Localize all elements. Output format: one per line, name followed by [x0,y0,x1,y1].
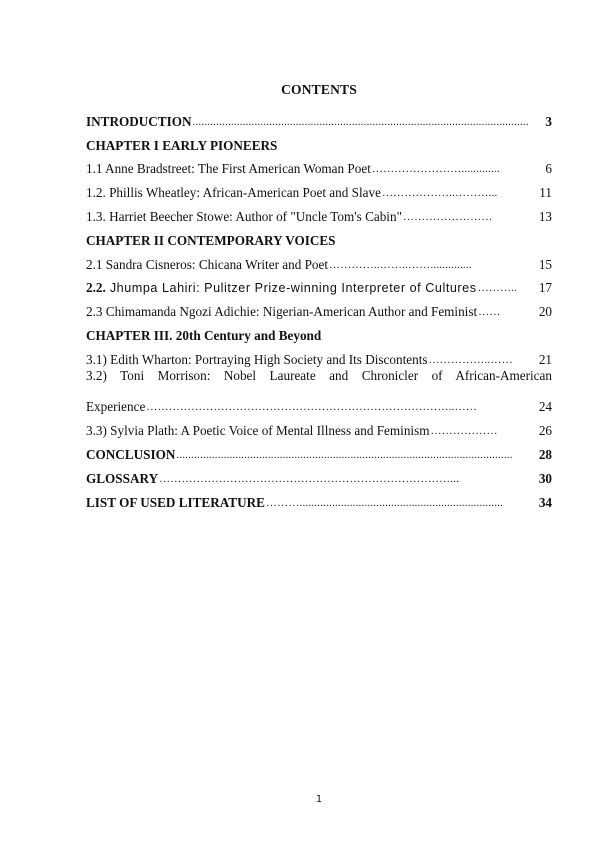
toc-page-number: 24 [538,399,552,415]
toc-entry-label: INTRODUCTION [86,113,192,129]
toc-leader-dots: ………………………………………………………………………..…… [146,401,478,414]
toc-title: CONTENTS [281,82,357,97]
toc-entry-1-1[interactable] [86,154,552,178]
toc-entry-label: GLOSSARY [86,470,159,486]
toc-entry-label: CHAPTER II CONTEMPORARY VOICES [86,232,336,248]
toc-entry-label: CHAPTER I EARLY PIONEERS [86,137,278,153]
toc-page-number: 17 [538,280,552,296]
toc-entry-1-2[interactable] [86,177,552,201]
toc-entry-2-1[interactable] [86,249,552,273]
toc-entry-3-2-line-2[interactable] [86,392,552,416]
toc-entry-label: 3.1) Edith Wharton: Portraying High Society and Its Discontents [86,351,428,367]
toc-page-number: 3 [545,113,552,129]
toc-leader-dots: ………………..………... [381,187,498,200]
toc-leader-dots: ……….. [477,282,518,295]
toc-leader-dots: ……………………............. [371,163,500,176]
toc-chapter-heading-2[interactable] [86,225,552,249]
table-of-contents [86,106,552,511]
toc-entry-label [86,280,477,296]
toc-page-number: 15 [538,256,552,272]
toc-chapter-heading-3[interactable] [86,320,552,344]
toc-page-number: 20 [538,304,552,320]
toc-entry-2-2[interactable] [86,273,552,297]
toc-page-number: 26 [538,423,552,439]
toc-page-number: 11 [539,185,552,201]
toc-page-number: 30 [538,470,552,486]
toc-leader-dots: ………..................................................................... [265,496,504,509]
toc-entry-literature[interactable] [86,487,552,511]
toc-entry-label: 1.3. Harriet Beecher Stowe: Author of "Uncle Tom's Cabin" [86,208,402,224]
toc-entry-3-1[interactable] [86,344,552,368]
toc-entry-1-3[interactable] [86,201,552,225]
toc-entry-label: CHAPTER III. 20th Century and Beyond [86,327,322,343]
toc-entry-2-3[interactable] [86,296,552,320]
toc-entry-introduction[interactable] [86,106,552,130]
toc-leader-dots: .................................................................................................................. [192,115,529,128]
toc-entry-label: CONCLUSION [86,446,176,462]
toc-page-number: 28 [538,446,552,462]
toc-entry-label: 2.3 Chimamanda Ngozi Adichie: Nigerian-American Author and Feminist [86,304,478,320]
toc-leader-dots: …………..……..…….............. [329,258,472,271]
toc-leader-dots: ……………..…… [428,353,513,366]
toc-page-number: 6 [545,161,552,177]
toc-entry-3-2-line-1[interactable] [86,368,552,392]
toc-entry-conclusion[interactable] [86,439,552,463]
toc-entry-label: 3.2) Toni Morrison: Nobel Laureate and Chronicler of African-American [86,367,552,383]
toc-chapter-heading-1[interactable] [86,130,552,154]
toc-entry-label: 1.1 Anne Bradstreet: The First American Woman Poet [86,161,371,177]
toc-entry-3-3[interactable] [86,415,552,439]
toc-entry-label: 3.3) Sylvia Plath: A Poetic Voice of Mental Illness and Feminism [86,423,430,439]
toc-leader-dots: ……………………………………………………………………... [159,472,460,485]
toc-entry-text: Jhumpa Lahiri: Pulitzer Prize-winning Interpreter of Cultures [105,281,477,296]
toc-leader-dots: .................................................................................................................. [176,448,513,461]
toc-entry-label: 2.1 Sandra Cisneros: Chicana Writer and Poet [86,256,329,272]
page-number: 1 [315,794,323,805]
toc-entry-label: 1.2. Phillis Wheatley: African-American Poet and Slave [86,185,381,201]
toc-entry-label: Experience [86,399,146,415]
toc-page-number: 21 [538,351,552,367]
toc-leader-dots: ……………… [430,425,498,438]
toc-entry-label: LIST OF USED LITERATURE [86,494,265,510]
toc-leader-dots: …… [478,306,501,319]
toc-page-number: 34 [538,494,552,510]
toc-leader-dots: …………………… [402,210,493,223]
toc-entry-number: 2.2. [86,280,106,296]
toc-page-number: 13 [538,208,552,224]
toc-entry-glossary[interactable] [86,463,552,487]
